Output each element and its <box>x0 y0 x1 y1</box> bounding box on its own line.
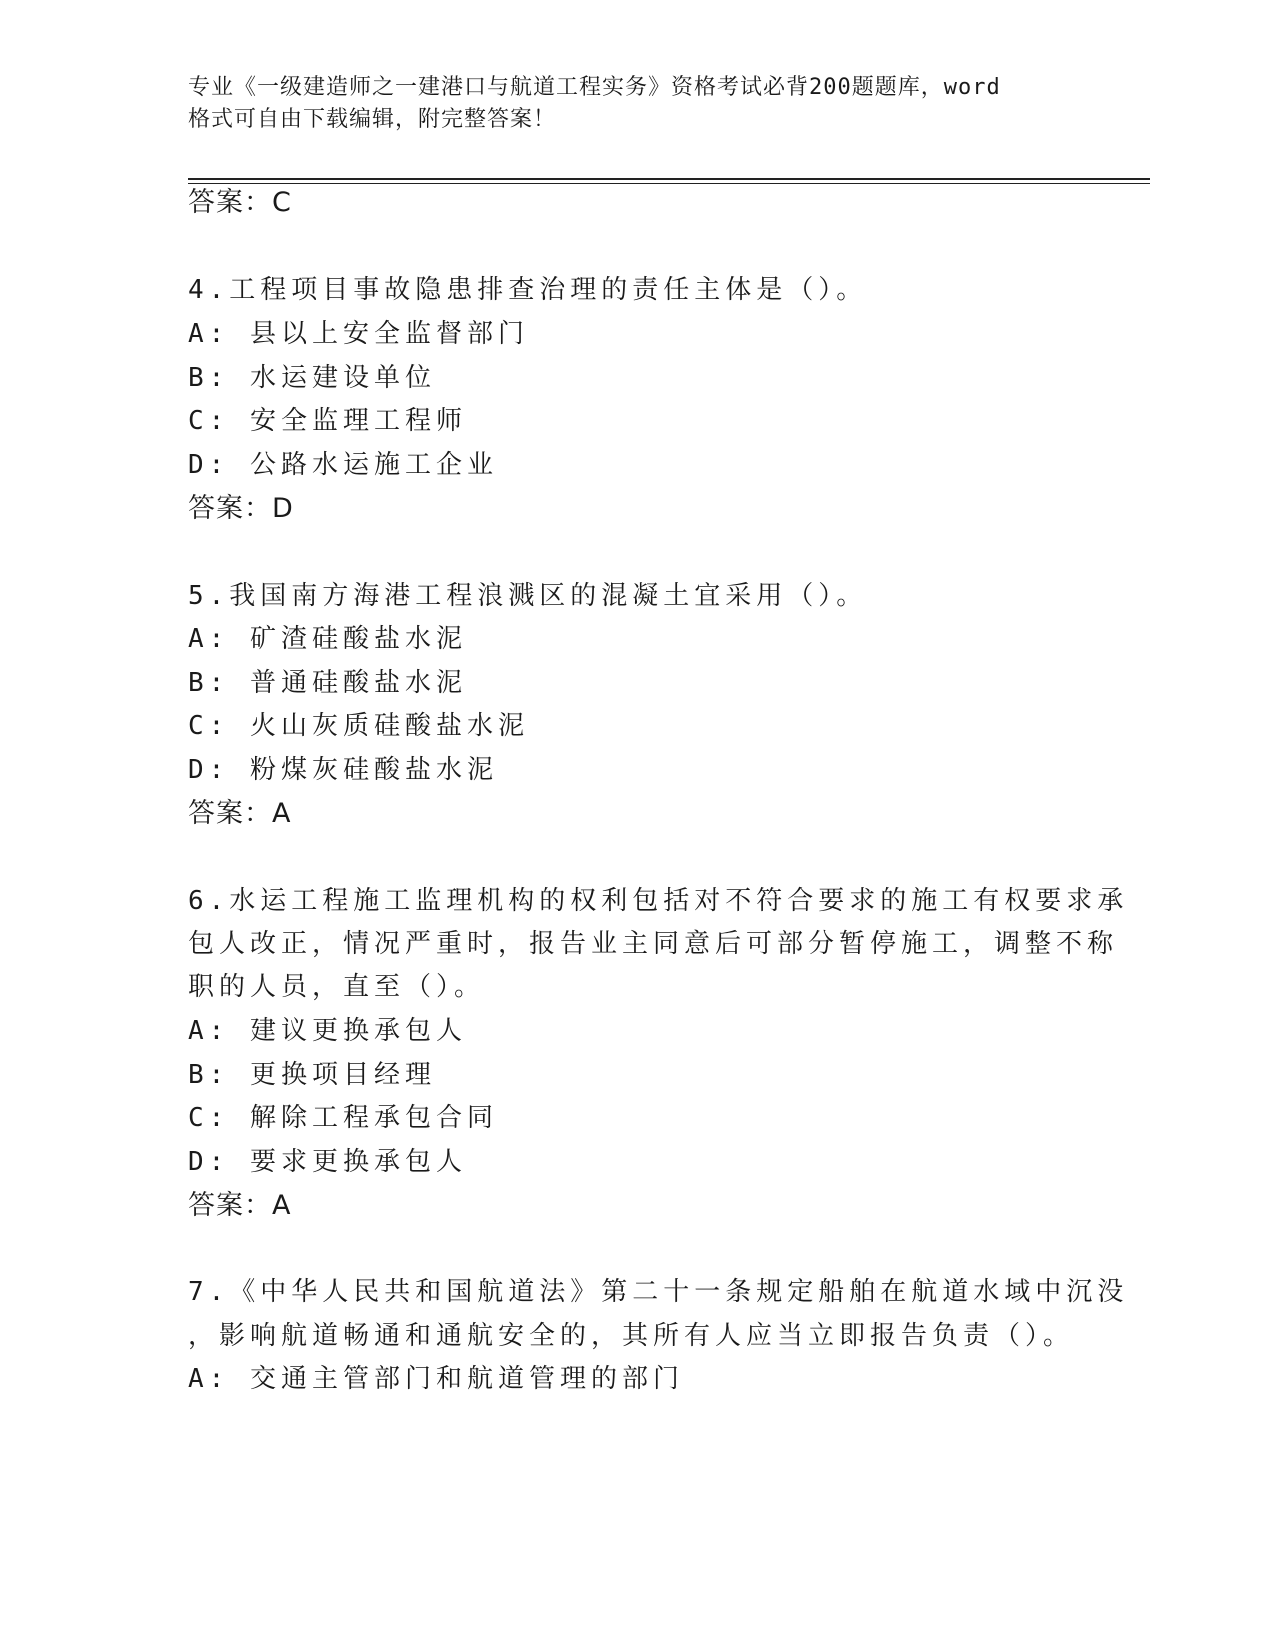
question-5-option-b: B: 普通硅酸盐水泥 <box>188 668 467 698</box>
header-line-1: 专业《一级建造师之一建港口与航道工程实务》资格考试必背200题题库，word <box>188 75 1001 100</box>
question-6-option-a: A: 建议更换承包人 <box>188 1016 467 1046</box>
question-7-option-a: A: 交通主管部门和航道管理的部门 <box>188 1364 684 1394</box>
answer-q6: 答案：A <box>188 1190 292 1221</box>
answer-q3: 答案：C <box>188 187 292 218</box>
question-5-option-c: C: 火山灰质硅酸盐水泥 <box>188 711 529 741</box>
document-header <box>188 72 1068 136</box>
question-5-option-a: A: 矿渣硅酸盐水泥 <box>188 624 467 654</box>
question-4-option-c: C: 安全监理工程师 <box>188 406 467 436</box>
question-4-option-b: B: 水运建设单位 <box>188 363 436 393</box>
header-divider-bottom <box>188 183 1150 184</box>
answer-q5: 答案：A <box>188 798 292 829</box>
header-line-2: 格式可自由下载编辑，附完整答案！ <box>188 107 557 132</box>
question-6-stem-line-2: 包人改正，情况严重时，报告业主同意后可部分暂停施工，调整不称 <box>188 929 1119 959</box>
question-7-stem-line-2: ，影响航道畅通和通航安全的，其所有人应当立即报告负责（）。 <box>188 1321 1075 1351</box>
question-6-stem-line-1: 6.水运工程施工监理机构的权利包括对不符合要求的施工有权要求承 <box>188 886 1129 916</box>
question-6-option-c: C: 解除工程承包合同 <box>188 1103 498 1133</box>
question-6-option-b: B: 更换项目经理 <box>188 1060 436 1090</box>
question-4-option-a: A: 县以上安全监督部门 <box>188 319 529 349</box>
question-7-stem-line-1: 7.《中华人民共和国航道法》第二十一条规定船舶在航道水域中沉没 <box>188 1277 1129 1307</box>
question-6-option-d: D: 要求更换承包人 <box>188 1147 467 1177</box>
question-5-option-d: D: 粉煤灰硅酸盐水泥 <box>188 755 498 785</box>
question-6-stem-line-3: 职的人员，直至（）。 <box>188 972 486 1002</box>
header-divider-top <box>188 178 1150 180</box>
question-4-option-d: D: 公路水运施工企业 <box>188 450 498 480</box>
answer-q4: 答案：D <box>188 493 294 524</box>
question-5-stem: 5.我国南方海港工程浪溅区的混凝土宜采用（）。 <box>188 581 868 611</box>
question-4-stem: 4.工程项目事故隐患排查治理的责任主体是（）。 <box>188 275 868 305</box>
